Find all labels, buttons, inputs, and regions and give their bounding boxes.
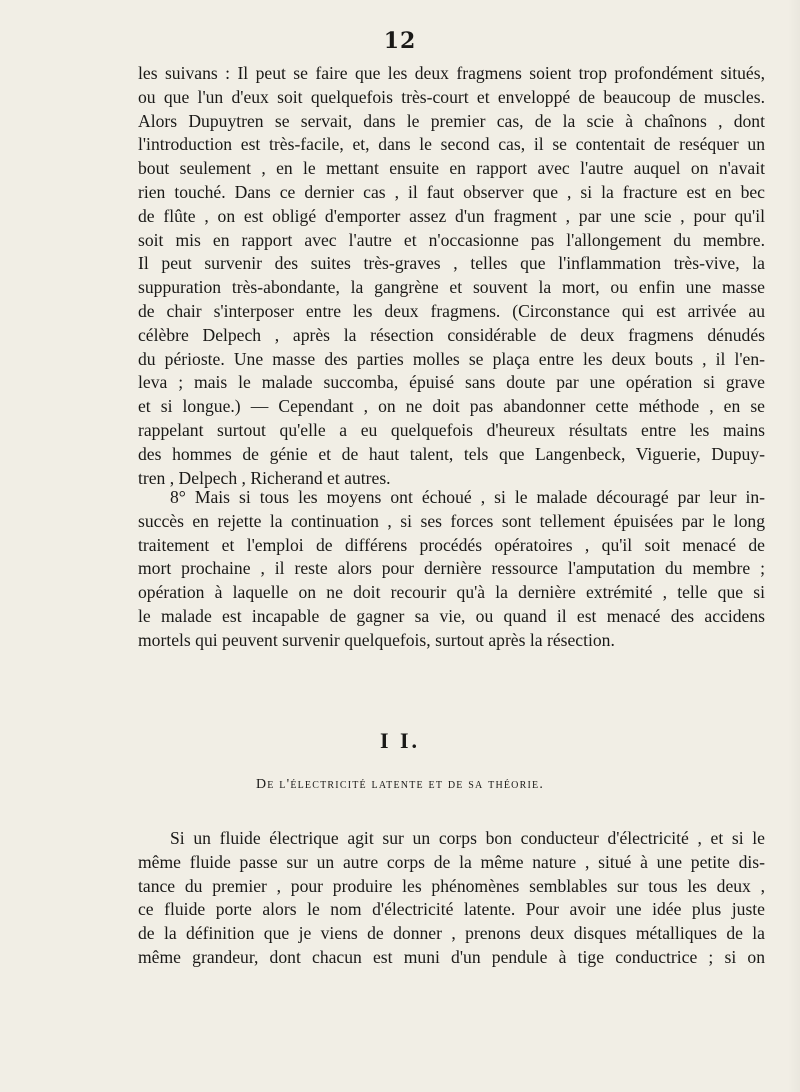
text-line: même grandeur, dont chacun est muni d'un pendule à tige conductrice ; si on [138,946,765,967]
text-line: tren , Delpech , Richerand et autres. [138,467,391,488]
text-line: de chair s'interposer entre les deux fragmens. (Circonstance qui est arrivée au [138,300,765,321]
text-line: rappelant surtout qu'elle a eu quelquefois d'heureux résultats entre les mains [138,419,765,440]
section-title: De l'électricité latente et de sa théorie. [255,777,545,792]
paragraph-2 [138,486,765,653]
paragraph-3 [138,827,765,970]
text-line: suppuration très-abondante, la gangrène et souvent la mort, ou enfin une masse [138,277,765,298]
text-line: succès en rejette la continuation , si ses forces sont tellement épuisées par le long [138,510,765,531]
text-line: ce fluide porte alors le nom d'électricité latente. Pour avoir une idée plus juste [138,899,765,920]
text-line: rien touché. Dans ce dernier cas , il faut observer que , si la fracture est en bec [138,181,765,202]
paragraph-1 [138,62,765,490]
text-line: soit mis en rapport avec l'autre et n'occasionne pas l'allongement du membre. [138,229,765,250]
text-line: et si longue.) — Cependant , on ne doit pas abandonner cette méthode , en se [138,396,765,417]
text-line: célèbre Delpech , après la résection considérable de deux fragmens dénudés [138,324,765,345]
text-line: l'introduction est très-facile, et, dans le second cas, il se contentait de reséquer un [138,134,765,155]
text-line: ou que l'un d'eux soit quelquefois très-court et enveloppé de beaucoup de muscles. [138,86,765,107]
text-line: bout seulement , en le mettant ensuite en rapport avec l'autre auquel on n'avait [138,158,765,179]
text-line: traitement et l'emploi de différens procédés opératoires , qu'il soit menacé de [138,534,765,555]
text-line: de la définition que je viens de donner , prenons deux disques métalliques de la [138,923,765,944]
text-line: Si un fluide électrique agit sur un corps bon conducteur d'électricité , et si le [170,828,765,848]
text-line: des hommes de génie et de haut talent, tels que Langenbeck, Viguerie, Dupuy- [138,443,765,464]
page-edge-shadow [788,0,800,1092]
text-line: même fluide passe sur un autre corps de la même nature , situé à une petite dis- [138,851,765,872]
text-line: mort prochaine , il reste alors pour dernière ressource l'amputation du membre ; [138,558,765,579]
text-line: tance du premier , pour produire les phénomènes semblables sur tous les deux , [138,875,765,896]
text-line: leva ; mais le malade succomba, épuisé sans doute par une opération si grave [138,372,765,393]
text-line: le malade est incapable de gagner sa vie, ou quand il est menacé des accidens [138,605,765,626]
text-line: Alors Dupuytren se servait, dans le premier cas, de la scie à chaînons , dont [138,110,765,131]
text-line: 8° Mais si tous les moyens ont échoué , si le malade découragé par leur in- [170,487,765,507]
text-line: les suivans : Il peut se faire que les deux fragmens soient trop profondément situés, [138,63,765,83]
text-line: Il peut survenir des suites très-graves , telles que l'inflammation très-vive, la [138,253,765,274]
text-line: mortels qui peuvent survenir quelquefois, surtout après la résection. [138,629,615,650]
section-number: I I. [379,728,421,753]
text-line: opération à laquelle on ne doit recourir qu'à la dernière extrémité , telle que si [138,582,765,603]
text-line: de flûte , on est obligé d'emporter assez d'un fragment , par une scie , pour qu'il [138,205,765,226]
page-number: 12 [383,28,417,54]
text-line: du périoste. Une masse des parties molles se plaça entre les deux bouts , il l'en- [138,348,765,369]
